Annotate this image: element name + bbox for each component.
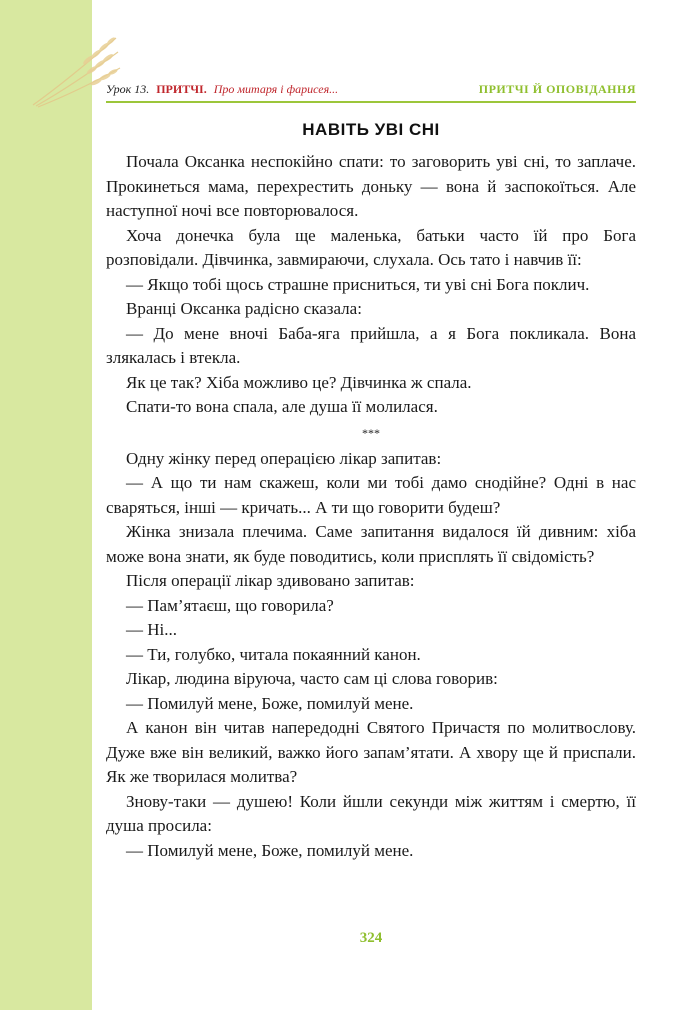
paragraph: Хоча донечка була ще маленька, батьки часто їй про Бога розповідали. Дівчинка, завмираючи, слухала. Ось тато і навчив її: (106, 225, 636, 269)
paragraph: — А що ти нам скажеш, коли ми тобі дамо снодійне? Одні в нас сваряться, інші — кричать... А ти що говорити будеш? (106, 473, 636, 517)
paragraph: — Пам’ятаєш, що говорила? (126, 595, 334, 615)
header-rule (106, 101, 636, 103)
side-strip (0, 0, 92, 1010)
paragraph: — Ні... (126, 620, 177, 639)
paragraph: — Помилуй мене, Боже, помилуй мене. (126, 693, 414, 713)
paragraph: А канон він читав напередодні Святого Причастя по молитвослову. Дуже вже він великий, важко його запам’ятати. А хвору ще й приспали. Як же творилася молитва? (106, 718, 636, 786)
paragraph: Жінка знизала плечима. Саме запитання видалося їй дивним: хіба може вона знати, як буде поводитись, коли присплять її свідомість? (106, 522, 636, 566)
paragraph: Після операції лікар здивовано запитав: (126, 571, 415, 590)
story-title: НАВІТЬ УВІ СНІ (302, 120, 440, 139)
paragraph: Почала Оксанка неспокійно спати: то заговорить уві сні, то заплаче. Прокинеться мама, перехрестить доньку — вона й заспокоїться. Але наступної ночі все повторювалося. (106, 152, 636, 220)
paragraph: Вранці Оксанка радісно сказала: (126, 299, 362, 318)
story-part-2 (106, 447, 636, 864)
story-body (106, 150, 636, 863)
page-header (106, 80, 636, 102)
paragraph: Одну жінку перед операцією лікар запитав: (126, 448, 442, 468)
lesson-label: Урок 13. (106, 82, 150, 96)
paragraph: — Помилуй мене, Боже, помилуй мене. (126, 840, 414, 860)
section-separator: *** (362, 425, 380, 440)
paragraph: Знову-таки — душею! Коли йшли секунди між життям і смертю, її душа просила: (106, 791, 636, 835)
paragraph: Лікар, людина віруюча, часто сам ці слова говорив: (126, 669, 498, 688)
running-title: ПРИТЧІ Й ОПОВІДАННЯ (478, 82, 636, 96)
paragraph: — До мене вночі Баба-яга прийшла, а я Бога покликала. Вона злякалась і втекла. (106, 323, 636, 367)
section-label: ПРИТЧІ. (156, 82, 207, 96)
paragraph: — Ти, голубко, читала покаянний канон. (126, 644, 421, 664)
story-part-1 (106, 150, 636, 420)
paragraph: Як це так? Хіба можливо це? Дівчинка ж спала. (126, 372, 472, 392)
paragraph: Спати-то вона спала, але душа її молилася. (126, 397, 438, 416)
paragraph: — Якщо тобі щось страшне присниться, ти уві сні Бога поклич. (126, 274, 590, 294)
lesson-subtitle: Про митаря і фарисея... (213, 82, 339, 96)
page-number: 324 (359, 930, 383, 946)
